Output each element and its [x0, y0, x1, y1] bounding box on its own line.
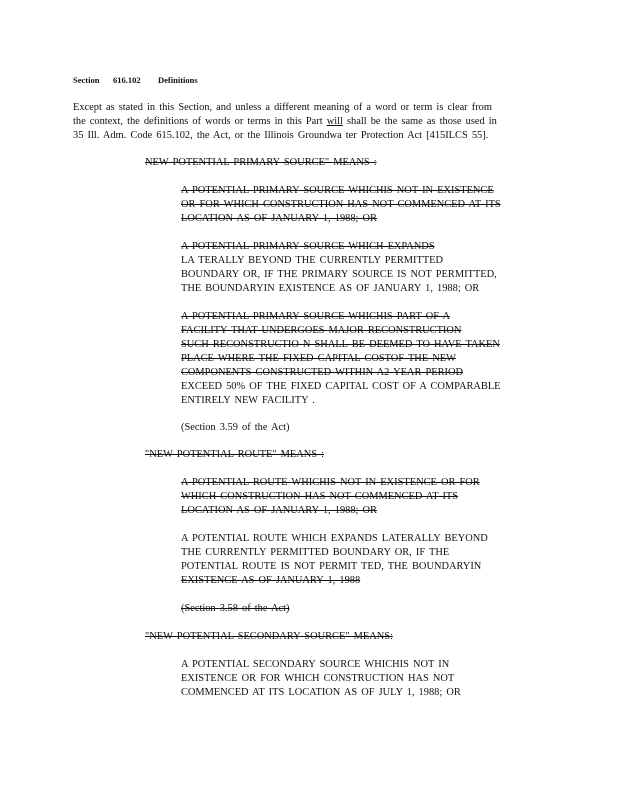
definition-line: A POTENTIAL ROUTE WHICH EXPANDS LATERALLY BEYOND	[181, 533, 488, 544]
definition-line: THE CURRENTLY PERMITTED BOUNDARY OR, IF THE	[181, 547, 450, 558]
intro-line	[73, 115, 497, 128]
struck-line: WHICH CONSTRUCTION HAS NOT COMMENCED AT ITS	[181, 491, 459, 502]
struck-line: A POTENTIAL PRIMARY SOURCE WHICHIS PART OF A	[181, 311, 451, 322]
definition-line: ENTIRELY NEW FACILITY .	[181, 395, 315, 406]
definition-heading-primary-source: NEW POTENTIAL PRIMARY SOURCE" MEANS :	[145, 157, 377, 168]
definition-line: EXCEED 50% OF THE FIXED CAPITAL COST OF A COMPARABLE	[181, 381, 501, 392]
definition-line: A POTENTIAL SECONDARY SOURCE WHICHIS NOT IN	[181, 659, 450, 670]
struck-citation: (Section 3.58 of the Act)	[181, 603, 290, 614]
struck-line: LOCATION AS OF JANUARY 1, 1988; OR	[181, 213, 377, 224]
definition-heading-route: "NEW POTENTIAL ROUTE" MEANS :	[145, 449, 324, 460]
definition-line: POTENTIAL ROUTE IS NOT PERMIT TED, THE BOUNDARYIN	[181, 561, 482, 572]
struck-line: FACILITY THAT UNDERGOES MAJOR RECONSTRUCTION	[181, 325, 462, 336]
intro-line: 35 Ill. Adm. Code 615.102, the Act, or the Illinois Groundwa ter Protection Act [415ILCS 55].	[73, 130, 489, 141]
section-title: Definitions	[158, 75, 198, 85]
struck-line: OR FOR WHICH CONSTRUCTION HAS NOT COMMENCED AT ITS	[181, 199, 501, 210]
intro-line: Except as stated in this Section, and unless a different meaning of a word or term is clear from	[73, 102, 492, 113]
struck-line: PLACE WHERE THE FIXED CAPITAL COSTOF THE NEW	[181, 353, 456, 364]
struck-line: A POTENTIAL PRIMARY SOURCE WHICH EXPANDS	[181, 241, 435, 252]
citation: (Section 3.59 of the Act)	[181, 422, 290, 433]
definition-line: EXISTENCE OR FOR WHICH CONSTRUCTION HAS NOT	[181, 673, 455, 684]
underlined-insertion: will	[326, 116, 343, 127]
section-label: Section	[73, 75, 100, 85]
section-number: 616.102	[113, 75, 141, 85]
definition-line: THE BOUNDARYIN EXISTENCE AS OF JANUARY 1, 1988; OR	[181, 283, 480, 294]
definition-line: LA TERALLY BEYOND THE CURRENTLY PERMITTED	[181, 255, 443, 266]
intro-text: shall be the same as those used in	[342, 116, 497, 127]
struck-line: COMPONENTS CONSTRUCTED WITHIN A2 YEAR PERIOD	[181, 367, 463, 378]
definition-line: BOUNDARY OR, IF THE PRIMARY SOURCE IS NOT PERMITTED,	[181, 269, 497, 280]
struck-line: SUCH RECONSTRUCTIO N SHALL BE DEEMED TO HAVE TAKEN	[181, 339, 500, 350]
intro-text: the context, the definitions of words or terms in this Part	[73, 116, 327, 127]
struck-line: LOCATION AS OF JANUARY 1, 1988; OR	[181, 505, 377, 516]
definition-heading-secondary-source: "NEW POTENTIAL SECONDARY SOURCE" MEANS:	[145, 631, 393, 642]
definition-line: COMMENCED AT ITS LOCATION AS OF JULY 1, 1988; OR	[181, 687, 461, 698]
struck-line: A POTENTIAL PRIMARY SOURCE WHICHIS NOT IN EXISTENCE	[181, 185, 494, 196]
struck-line: EXISTENCE AS OF JANUARY 1, 1988	[181, 575, 361, 586]
struck-line: A POTENTIAL ROUTE WHICHIS NOT IN EXISTENCE OR FOR	[181, 477, 480, 488]
